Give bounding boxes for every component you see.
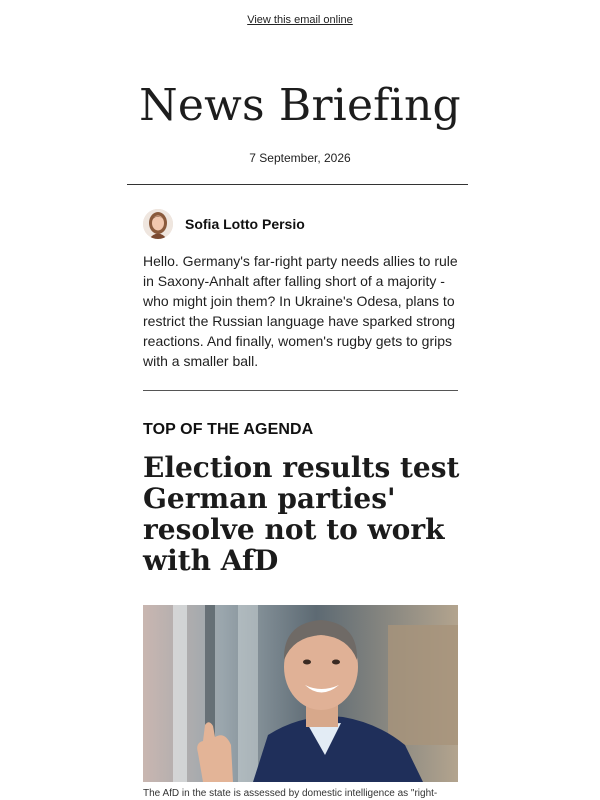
author-name: Sofia Lotto Persio [185, 216, 305, 232]
issue-date: 7 September, 2026 [249, 151, 351, 165]
author-byline [143, 208, 305, 240]
newsletter-title: News Briefing [139, 80, 461, 131]
top-story-headline[interactable]: Election results test German parties' resolve not to work with AfD [143, 451, 460, 577]
intro-paragraph: Hello. Germany's far-right party needs allies to rule in Saxony-Anhalt after falling short of a majority - who might join them? In Ukraine's Odesa, plans to restrict the Russian language have sparked strong reactions. And finally, women's rugby gets to grips with a smaller ball. [143, 253, 458, 369]
photo-caption: The AfD in the state is assessed by domestic intelligence as "right- [143, 788, 438, 799]
section-label: TOP OF THE AGENDA [143, 421, 314, 438]
section-divider [143, 390, 458, 391]
top-story-photo[interactable] [143, 605, 458, 782]
view-email-online-link[interactable]: View this email online [247, 14, 353, 26]
author-avatar [143, 209, 173, 239]
header-divider [127, 184, 468, 185]
